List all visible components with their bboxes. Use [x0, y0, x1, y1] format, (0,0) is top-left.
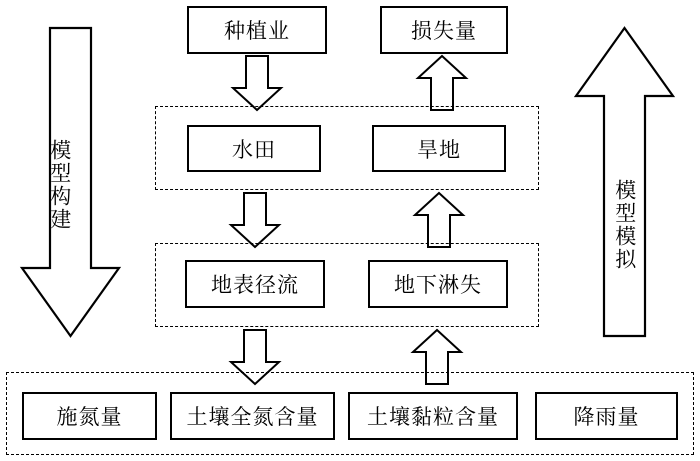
node-loss: 损失量: [380, 6, 508, 54]
planting-to-paddy-arrow: [230, 56, 284, 112]
model-simulation-label: 模型模拟: [612, 179, 637, 271]
node-nitrogen-application: 施氮量: [22, 392, 157, 440]
node-leaching: 地下淋失: [368, 260, 508, 308]
node-soil-clay-content: 土壤黏粒含量: [348, 392, 518, 440]
node-surface-runoff: 地表径流: [185, 260, 325, 308]
node-rainfall: 降雨量: [535, 392, 678, 440]
model-construction-label: 模型构建: [47, 139, 72, 231]
node-planting: 种植业: [187, 6, 327, 54]
paddy-to-surface-runoff-arrow: [228, 193, 282, 249]
node-soil-total-nitrogen: 土壤全氮含量: [170, 392, 335, 440]
node-paddy: 水田: [187, 125, 321, 172]
leaching-to-dryland-arrow: [412, 193, 466, 249]
node-dryland: 旱地: [372, 125, 506, 172]
dryland-to-loss-arrow: [415, 56, 469, 112]
